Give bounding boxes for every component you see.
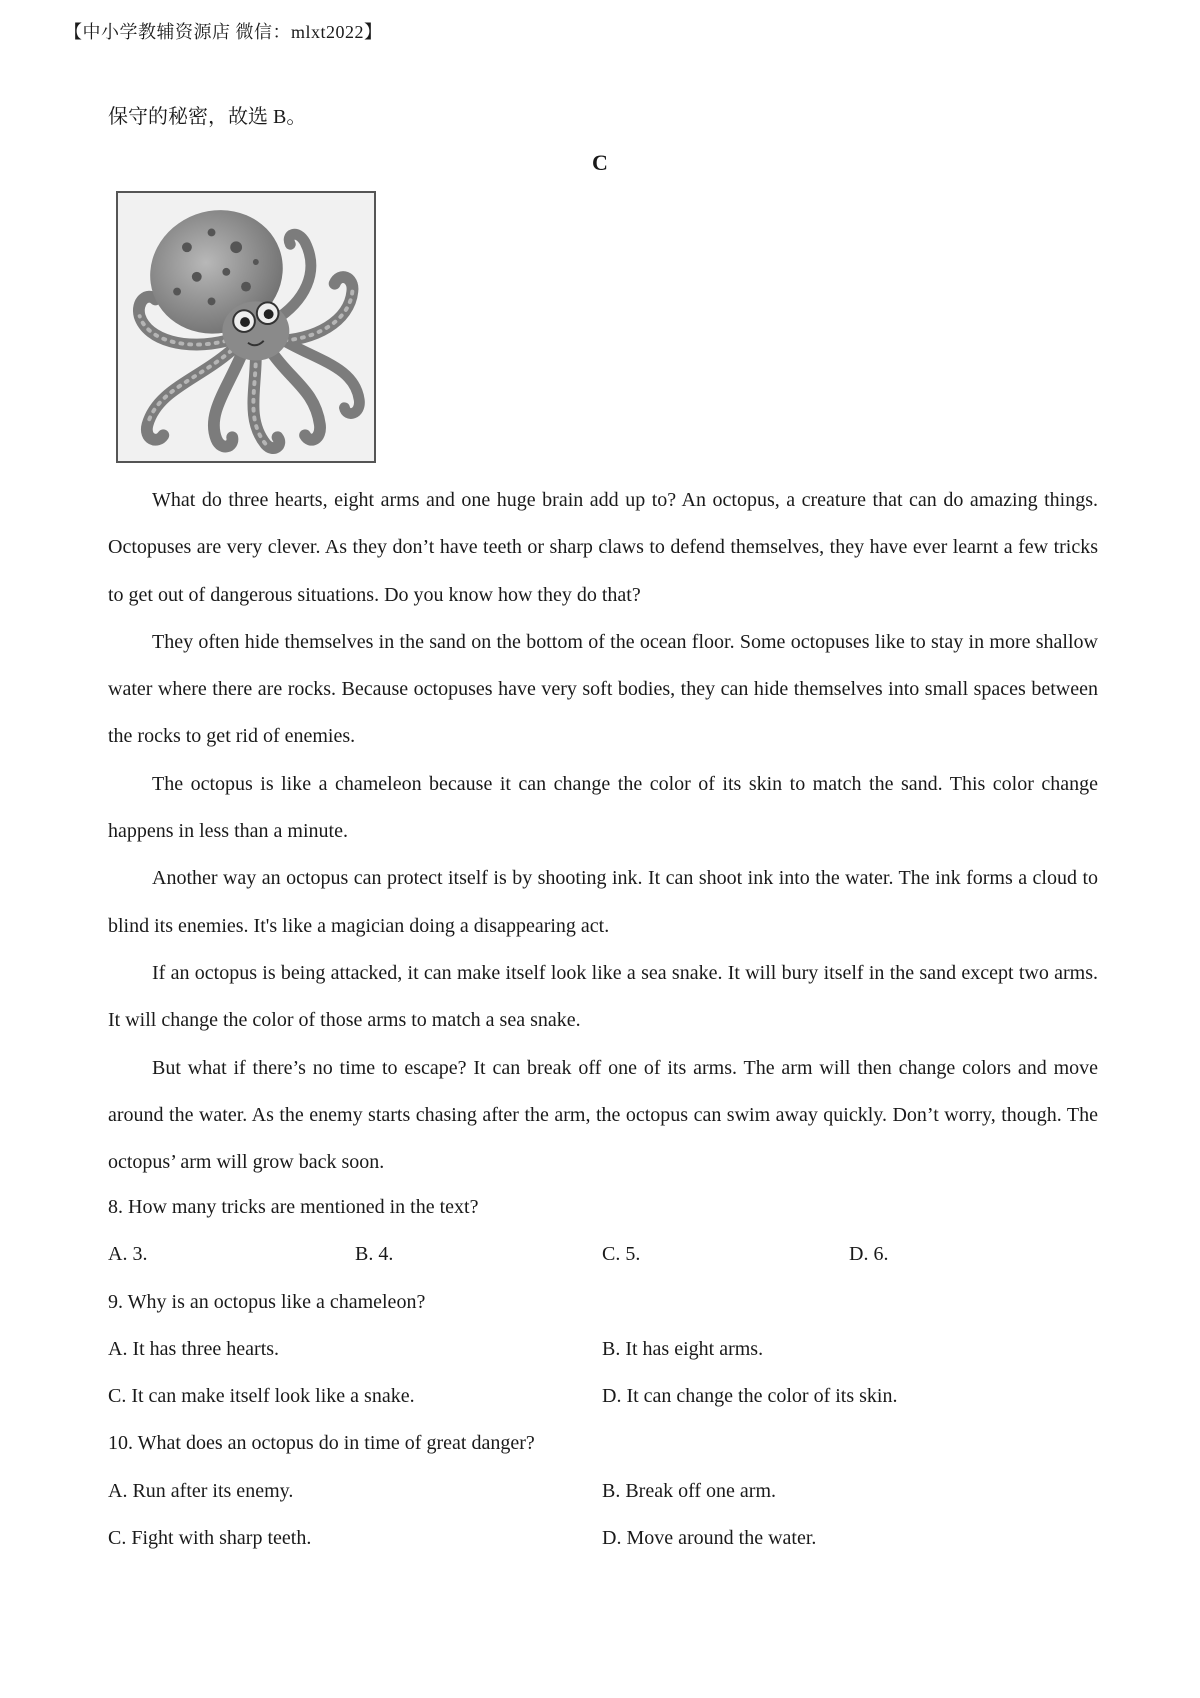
question-stem: 8. How many tricks are mentioned in the text? bbox=[108, 1196, 479, 1218]
answer-option: A. It has three hearts. bbox=[108, 1337, 280, 1360]
answer-option: D. It can change the color of its skin. bbox=[602, 1385, 898, 1408]
answer-option: B. 4. bbox=[355, 1243, 394, 1266]
answer-option: C. Fight with sharp teeth. bbox=[108, 1527, 312, 1550]
answer-option: C. It can make itself look like a snake. bbox=[108, 1385, 415, 1408]
answer-option: A. 3. bbox=[108, 1243, 148, 1266]
paragraph: If an octopus is being attacked, it can make itself look like a sea snake. It will bury itself in the sand except two arms. It will change the color of those arms to match a sea snake. bbox=[108, 961, 1098, 1032]
paragraph: What do three hearts, eight arms and one huge brain add up to? An octopus, a creature that can do amazing things. Octopuses are very clever. As they don’t have teeth or sharp claws to defend themselves, they have ever learnt a few tricks to get out of dangerous situations. Do you know how they do that? bbox=[108, 489, 1098, 606]
question-list bbox=[108, 1184, 1098, 1562]
paragraph: The octopus is like a chameleon because it can change the color of its skin to match the sand. This color change happens in less than a minute. bbox=[108, 772, 1098, 843]
answer-option: C. 5. bbox=[602, 1243, 641, 1266]
section-letter: C bbox=[592, 150, 608, 175]
paragraph: But what if there’s no time to escape? It can break off one of its arms. The arm will then change colors and move around the water. As the enemy starts chasing after the arm, the octopus can swim away quickly. Don’t worry, though. The octopus’ arm will grow back soon. bbox=[108, 1056, 1098, 1174]
answer-option: B. Break off one arm. bbox=[602, 1479, 777, 1502]
answer-option: A. Run after its enemy. bbox=[108, 1479, 294, 1502]
answer-option: B. It has eight arms. bbox=[602, 1337, 764, 1360]
octopus-icon bbox=[118, 193, 374, 461]
reading-passage bbox=[108, 477, 1098, 1186]
lead-text: 保守的秘密，故选 B。 bbox=[108, 106, 307, 128]
answer-options bbox=[108, 1468, 1098, 1563]
octopus-illustration bbox=[116, 191, 376, 463]
answer-option: D. 6. bbox=[849, 1243, 889, 1266]
answer-options bbox=[108, 1326, 1098, 1421]
question-stem: 9. Why is an octopus like a chameleon? bbox=[108, 1290, 426, 1313]
question-stem: 10. What does an octopus do in time of great danger? bbox=[108, 1432, 535, 1455]
paragraph: They often hide themselves in the sand on the bottom of the ocean floor. Some octopuses like to stay in more shallow water where there are rocks. Because octopuses have very soft bodies, they can hide themselves into small spaces between the rocks to get rid of enemies. bbox=[108, 630, 1098, 748]
answer-options bbox=[108, 1231, 1098, 1278]
answer-option: D. Move around the water. bbox=[602, 1527, 817, 1550]
header-note: 【中小学教辅资源店 微信：mlxt2022】 bbox=[64, 22, 383, 42]
paragraph: Another way an octopus can protect itself is by shooting ink. It can shoot ink into the water. The ink forms a cloud to blind its enemies. It's like a magician doing a disappearing act. bbox=[108, 867, 1098, 937]
